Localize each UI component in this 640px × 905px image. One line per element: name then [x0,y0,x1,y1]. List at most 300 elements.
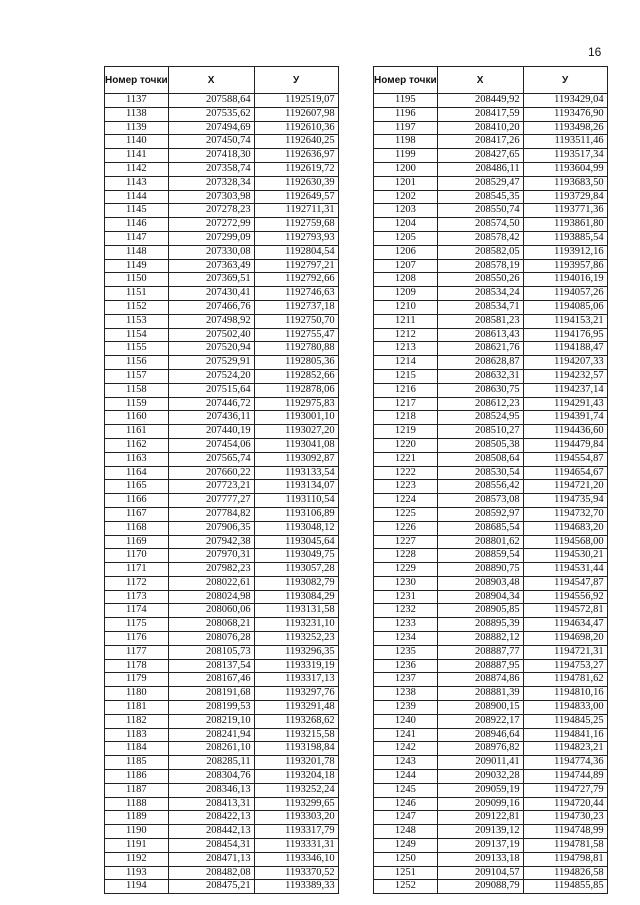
y-coordinate-cell: 1194720,44 [523,797,607,811]
point-number-cell: 1224 [374,494,438,508]
point-number-cell: 1148 [105,245,169,259]
point-number-cell: 1243 [374,756,438,770]
point-number-cell: 1201 [374,176,438,190]
point-number-cell: 1153 [105,314,169,328]
table-row [374,563,608,577]
point-number-cell: 1242 [374,742,438,756]
y-coordinate-cell: 1194781,62 [523,673,607,687]
y-coordinate-cell: 1193092,87 [254,452,338,466]
y-coordinate-cell: 1193049,75 [254,549,338,563]
table-row [105,521,339,535]
y-coordinate-cell: 1194547,87 [523,576,607,590]
x-coordinate-cell: 207303,98 [168,190,254,204]
point-number-cell: 1209 [374,287,438,301]
x-coordinate-cell: 207588,64 [168,94,254,108]
point-number-cell: 1200 [374,162,438,176]
point-number-cell: 1184 [105,742,169,756]
y-coordinate-cell: 1193476,90 [523,107,607,121]
point-number-cell: 1239 [374,701,438,715]
point-number-cell: 1203 [374,204,438,218]
x-coordinate-cell: 207358,74 [168,162,254,176]
y-coordinate-cell: 1194654,67 [523,466,607,480]
table-row [105,687,339,701]
y-coordinate-cell: 1193511,46 [523,135,607,149]
x-coordinate-cell: 207777,27 [168,494,254,508]
table-row [105,494,339,508]
x-coordinate-cell: 207515,64 [168,383,254,397]
x-coordinate-cell: 207272,99 [168,218,254,232]
point-number-cell: 1156 [105,356,169,370]
table-row [374,687,608,701]
point-number-cell: 1215 [374,369,438,383]
point-number-cell: 1245 [374,783,438,797]
x-coordinate-cell: 207565,74 [168,452,254,466]
point-number-cell: 1220 [374,438,438,452]
x-coordinate-cell: 207524,20 [168,369,254,383]
x-coordinate-cell: 208105,73 [168,645,254,659]
point-number-cell: 1144 [105,190,169,204]
y-coordinate-cell: 1194810,16 [523,687,607,701]
table-row [105,742,339,756]
table-row [105,756,339,770]
point-number-cell: 1151 [105,287,169,301]
y-coordinate-cell: 1193131,58 [254,604,338,618]
x-coordinate-cell: 208482,08 [168,866,254,880]
x-coordinate-cell: 208534,71 [437,300,523,314]
y-coordinate-cell: 1192793,93 [254,231,338,245]
point-number-cell: 1142 [105,162,169,176]
x-coordinate-cell: 208199,53 [168,701,254,715]
y-coordinate-cell: 1193268,62 [254,714,338,728]
x-coordinate-cell: 208471,13 [168,852,254,866]
table-row [374,273,608,287]
x-coordinate-cell: 208529,47 [437,176,523,190]
table-row [105,411,339,425]
x-coordinate-cell: 207942,38 [168,535,254,549]
point-number-cell: 1138 [105,107,169,121]
x-coordinate-cell: 208417,26 [437,135,523,149]
y-coordinate-cell: 1193317,79 [254,825,338,839]
x-coordinate-cell: 207430,41 [168,287,254,301]
y-coordinate-cell: 1193331,31 [254,839,338,853]
point-number-cell: 1223 [374,480,438,494]
point-number-cell: 1194 [105,880,169,894]
x-coordinate-cell: 207498,92 [168,314,254,328]
point-number-cell: 1169 [105,535,169,549]
x-coordinate-cell: 208874,86 [437,673,523,687]
table-row [374,521,608,535]
table-row [374,231,608,245]
y-coordinate-cell: 1194057,26 [523,287,607,301]
y-coordinate-cell: 1194016,19 [523,273,607,287]
x-coordinate-cell: 209032,28 [437,770,523,784]
y-coordinate-cell: 1194207,33 [523,356,607,370]
x-coordinate-cell: 209122,81 [437,811,523,825]
x-coordinate-cell: 207906,35 [168,521,254,535]
y-coordinate-cell: 1192636,97 [254,149,338,163]
y-coordinate-cell: 1194188,47 [523,342,607,356]
y-coordinate-cell: 1193215,58 [254,728,338,742]
table-row [105,397,339,411]
y-coordinate-cell: 1193771,36 [523,204,607,218]
y-coordinate-cell: 1194232,57 [523,369,607,383]
point-number-cell: 1165 [105,480,169,494]
point-number-cell: 1147 [105,231,169,245]
x-coordinate-cell: 208903,48 [437,576,523,590]
table-row [105,452,339,466]
table-row [374,632,608,646]
x-coordinate-cell: 207278,23 [168,204,254,218]
y-coordinate-cell: 1192619,72 [254,162,338,176]
table-row [374,397,608,411]
table-row [105,356,339,370]
x-coordinate-cell: 208191,68 [168,687,254,701]
table-row [374,645,608,659]
x-coordinate-cell: 208261,10 [168,742,254,756]
table-row [105,231,339,245]
table-row [105,866,339,880]
table-row [374,756,608,770]
table-row [105,369,339,383]
table-row [374,190,608,204]
table-row [374,107,608,121]
table-row [105,287,339,301]
y-coordinate-cell: 1194748,99 [523,825,607,839]
point-number-cell: 1232 [374,604,438,618]
y-coordinate-cell: 1194391,74 [523,411,607,425]
x-coordinate-cell: 208167,46 [168,673,254,687]
point-number-cell: 1218 [374,411,438,425]
point-number-cell: 1188 [105,797,169,811]
x-coordinate-cell: 208887,77 [437,645,523,659]
y-coordinate-cell: 1193319,19 [254,659,338,673]
table-row [374,866,608,880]
table-row [105,190,339,204]
point-number-cell: 1180 [105,687,169,701]
y-coordinate-cell: 1194530,21 [523,549,607,563]
table-row [374,300,608,314]
x-coordinate-cell: 207299,09 [168,231,254,245]
x-coordinate-cell: 208578,19 [437,259,523,273]
header-x: X [437,67,523,94]
table-row [374,314,608,328]
table-row [374,287,608,301]
point-number-cell: 1157 [105,369,169,383]
page-number: 16 [588,45,602,59]
y-coordinate-cell: 1194531,44 [523,563,607,577]
point-number-cell: 1233 [374,618,438,632]
point-number-cell: 1166 [105,494,169,508]
y-coordinate-cell: 1193346,10 [254,852,338,866]
table-row [105,659,339,673]
x-coordinate-cell: 208630,75 [437,383,523,397]
y-coordinate-cell: 1194568,00 [523,535,607,549]
x-coordinate-cell: 209133,18 [437,852,523,866]
y-coordinate-cell: 1192711,31 [254,204,338,218]
point-number-cell: 1217 [374,397,438,411]
table-row [105,604,339,618]
x-coordinate-cell: 207436,11 [168,411,254,425]
y-coordinate-cell: 1193084,29 [254,590,338,604]
y-coordinate-cell: 1193957,86 [523,259,607,273]
table-row [105,162,339,176]
table-row [374,425,608,439]
x-coordinate-cell: 208022,61 [168,576,254,590]
y-coordinate-cell: 1192750,70 [254,314,338,328]
point-number-cell: 1171 [105,563,169,577]
point-number-cell: 1154 [105,328,169,342]
table-header-row [105,67,339,94]
x-coordinate-cell: 207446,72 [168,397,254,411]
point-number-cell: 1181 [105,701,169,715]
point-number-cell: 1204 [374,218,438,232]
point-number-cell: 1202 [374,190,438,204]
x-coordinate-cell: 208545,35 [437,190,523,204]
point-number-cell: 1192 [105,852,169,866]
point-number-cell: 1177 [105,645,169,659]
point-number-cell: 1140 [105,135,169,149]
point-number-cell: 1139 [105,121,169,135]
x-coordinate-cell: 209137,19 [437,839,523,853]
table-row [105,728,339,742]
point-number-cell: 1164 [105,466,169,480]
y-coordinate-cell: 1194085,06 [523,300,607,314]
table-row [105,632,339,646]
point-number-cell: 1213 [374,342,438,356]
point-number-cell: 1170 [105,549,169,563]
table-row [374,411,608,425]
table-row [105,880,339,894]
table-row [105,218,339,232]
table-row [374,494,608,508]
x-coordinate-cell: 208582,05 [437,245,523,259]
x-coordinate-cell: 208534,24 [437,287,523,301]
table-row [374,245,608,259]
point-number-cell: 1179 [105,673,169,687]
table-row [105,300,339,314]
x-coordinate-cell: 208505,38 [437,438,523,452]
x-coordinate-cell: 207466,76 [168,300,254,314]
x-coordinate-cell: 208612,23 [437,397,523,411]
x-coordinate-cell: 208578,42 [437,231,523,245]
table-row [374,576,608,590]
point-number-cell: 1229 [374,563,438,577]
table-row [105,797,339,811]
x-coordinate-cell: 208422,13 [168,811,254,825]
point-number-cell: 1250 [374,852,438,866]
x-coordinate-cell: 208530,54 [437,466,523,480]
table-row [105,839,339,853]
table-row [105,783,339,797]
point-number-cell: 1244 [374,770,438,784]
point-number-cell: 1161 [105,425,169,439]
point-number-cell: 1141 [105,149,169,163]
y-coordinate-cell: 1193498,26 [523,121,607,135]
table-row [374,549,608,563]
y-coordinate-cell: 1192780,88 [254,342,338,356]
point-number-cell: 1225 [374,507,438,521]
y-coordinate-cell: 1194798,81 [523,852,607,866]
table-row [374,604,608,618]
point-number-cell: 1189 [105,811,169,825]
x-coordinate-cell: 208881,39 [437,687,523,701]
table-row [374,673,608,687]
x-coordinate-cell: 208550,26 [437,273,523,287]
point-number-cell: 1173 [105,590,169,604]
header-x: X [168,67,254,94]
x-coordinate-cell: 208581,23 [437,314,523,328]
x-coordinate-cell: 208410,20 [437,121,523,135]
table-row [105,618,339,632]
point-number-cell: 1236 [374,659,438,673]
table-row [374,383,608,397]
x-coordinate-cell: 207328,34 [168,176,254,190]
y-coordinate-cell: 1194556,92 [523,590,607,604]
table-row [105,590,339,604]
y-coordinate-cell: 1193317,13 [254,673,338,687]
point-number-cell: 1182 [105,714,169,728]
x-coordinate-cell: 207418,30 [168,149,254,163]
y-coordinate-cell: 1194683,20 [523,521,607,535]
point-number-cell: 1197 [374,121,438,135]
table-row [374,121,608,135]
table-row [105,507,339,521]
y-coordinate-cell: 1192649,57 [254,190,338,204]
header-y: У [523,67,607,94]
header-point-number: Номер точки [374,67,438,94]
x-coordinate-cell: 207440,19 [168,425,254,439]
x-coordinate-cell: 207970,31 [168,549,254,563]
table-row [105,852,339,866]
y-coordinate-cell: 1192759,68 [254,218,338,232]
x-coordinate-cell: 207502,40 [168,328,254,342]
y-coordinate-cell: 1194781,58 [523,839,607,853]
y-coordinate-cell: 1194841,16 [523,728,607,742]
point-number-cell: 1152 [105,300,169,314]
table-row [374,218,608,232]
point-number-cell: 1199 [374,149,438,163]
table-row [374,162,608,176]
y-coordinate-cell: 1194845,25 [523,714,607,728]
x-coordinate-cell: 209011,41 [437,756,523,770]
y-coordinate-cell: 1194634,47 [523,618,607,632]
x-coordinate-cell: 208890,75 [437,563,523,577]
table-row [105,204,339,218]
table-row [374,466,608,480]
table-row [105,94,339,108]
x-coordinate-cell: 208137,54 [168,659,254,673]
table-row [105,535,339,549]
y-coordinate-cell: 1192792,66 [254,273,338,287]
x-coordinate-cell: 208219,10 [168,714,254,728]
x-coordinate-cell: 208904,34 [437,590,523,604]
table-row [105,701,339,715]
point-number-cell: 1230 [374,576,438,590]
y-coordinate-cell: 1194730,23 [523,811,607,825]
x-coordinate-cell: 208024,98 [168,590,254,604]
x-coordinate-cell: 208427,65 [437,149,523,163]
x-coordinate-cell: 208573,08 [437,494,523,508]
x-coordinate-cell: 207520,94 [168,342,254,356]
y-coordinate-cell: 1193303,20 [254,811,338,825]
point-number-cell: 1198 [374,135,438,149]
point-number-cell: 1246 [374,797,438,811]
x-coordinate-cell: 207660,22 [168,466,254,480]
point-number-cell: 1238 [374,687,438,701]
point-number-cell: 1155 [105,342,169,356]
point-number-cell: 1137 [105,94,169,108]
table-row [374,839,608,853]
x-coordinate-cell: 208621,76 [437,342,523,356]
point-number-cell: 1149 [105,259,169,273]
y-coordinate-cell: 1194823,21 [523,742,607,756]
table-row [374,618,608,632]
point-number-cell: 1219 [374,425,438,439]
x-coordinate-cell: 208801,62 [437,535,523,549]
y-coordinate-cell: 1192755,47 [254,328,338,342]
table-row [374,811,608,825]
point-number-cell: 1172 [105,576,169,590]
table-row [374,880,608,894]
table-row [374,659,608,673]
table-row [105,673,339,687]
point-number-cell: 1247 [374,811,438,825]
x-coordinate-cell: 208285,11 [168,756,254,770]
point-number-cell: 1190 [105,825,169,839]
x-coordinate-cell: 207369,51 [168,273,254,287]
point-number-cell: 1241 [374,728,438,742]
point-number-cell: 1160 [105,411,169,425]
table-row [374,825,608,839]
table-row [374,369,608,383]
x-coordinate-cell: 208417,59 [437,107,523,121]
x-coordinate-cell: 209104,57 [437,866,523,880]
table-row [105,480,339,494]
table-row [374,438,608,452]
y-coordinate-cell: 1193110,54 [254,494,338,508]
point-number-cell: 1205 [374,231,438,245]
point-number-cell: 1228 [374,549,438,563]
x-coordinate-cell: 207723,21 [168,480,254,494]
y-coordinate-cell: 1193604,99 [523,162,607,176]
coordinates-table-left [104,66,339,894]
y-coordinate-cell: 1194721,20 [523,480,607,494]
y-coordinate-cell: 1192607,98 [254,107,338,121]
x-coordinate-cell: 208574,50 [437,218,523,232]
table-row [105,121,339,135]
table-row [105,425,339,439]
x-coordinate-cell: 208887,95 [437,659,523,673]
x-coordinate-cell: 209139,12 [437,825,523,839]
table-row [374,852,608,866]
table-row [374,701,608,715]
y-coordinate-cell: 1194237,14 [523,383,607,397]
x-coordinate-cell: 208592,97 [437,507,523,521]
x-coordinate-cell: 208946,64 [437,728,523,742]
table-row [105,107,339,121]
y-coordinate-cell: 1194727,79 [523,783,607,797]
x-coordinate-cell: 208632,31 [437,369,523,383]
y-coordinate-cell: 1194721,31 [523,645,607,659]
point-number-cell: 1178 [105,659,169,673]
y-coordinate-cell: 1193389,33 [254,880,338,894]
table-row [105,576,339,590]
x-coordinate-cell: 208556,42 [437,480,523,494]
table-row [374,342,608,356]
table-row [374,728,608,742]
y-coordinate-cell: 1192852,66 [254,369,338,383]
y-coordinate-cell: 1193082,79 [254,576,338,590]
